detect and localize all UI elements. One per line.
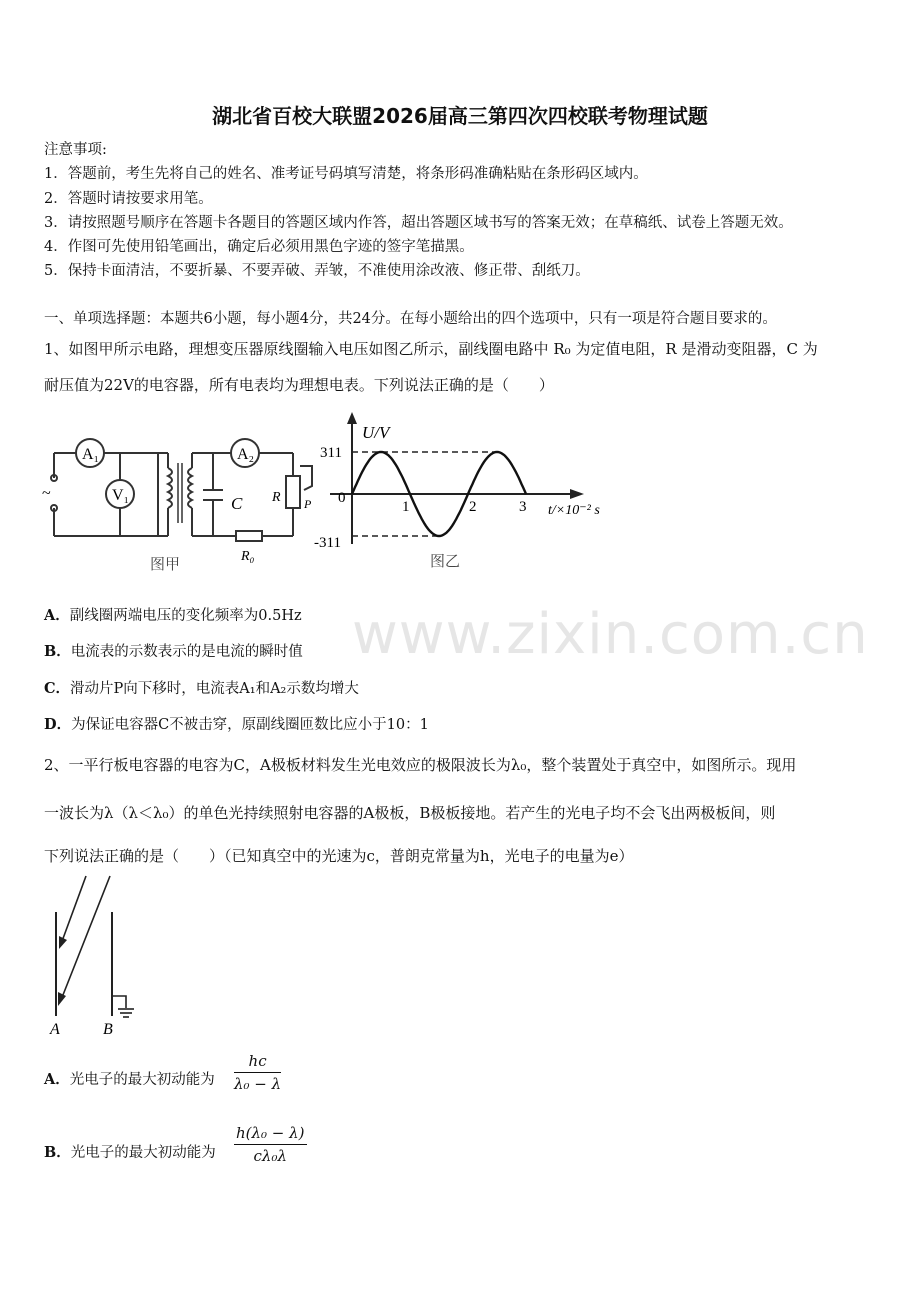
ac-source-icon: ~ <box>42 485 51 502</box>
ammeter-a2-label: A₂ <box>237 446 255 463</box>
question-2-line-2: 一波长为λ（λ＜λ₀）的单色光持续照射电容器的A极板，B极板接地。若产生的光电子均不会飞出两极板间，则 <box>44 804 776 822</box>
r0-label: R₀ <box>241 549 255 564</box>
notice-item: 3．请按照题号顺序在答题卡各题目的答题区域内作答，超出答题区域书写的答案无效；在草稿纸、试卷上答题无效。 <box>44 215 793 231</box>
y-tick-label-311: 311 <box>320 445 342 461</box>
arrow-head-icon <box>58 992 66 1006</box>
capacitor-label: C <box>231 494 243 513</box>
rheostat-label: R <box>272 490 281 505</box>
y-tick-label-neg311: -311 <box>314 535 341 551</box>
x-axis-label: t/×10⁻² s <box>548 503 600 518</box>
voltage-chart <box>300 410 620 555</box>
watermark: www.zixin.com.cn <box>352 602 869 667</box>
notice-item: 1．答题前，考生先将自己的姓名、准考证号码填写清楚，将条形码准确粘贴在条形码区域内。 <box>44 166 648 182</box>
y-axis-label: U/V <box>362 423 390 442</box>
q2-option-b-fraction <box>234 1124 307 1165</box>
x-tick-label-1: 1 <box>402 499 410 515</box>
q1-option-a[interactable]: A．副线圈两端电压的变化频率为0.5Hz <box>44 607 302 624</box>
figure-jia-caption: 图甲 <box>150 555 181 573</box>
capacitor-plates-diagram <box>40 870 150 1040</box>
notice-heading: 注意事项: <box>44 142 107 158</box>
q2-option-a[interactable]: A．光电子的最大初动能为 <box>44 1071 215 1088</box>
origin-label: 0 <box>338 490 346 506</box>
notice-item: 2．答题时请按要求用笔。 <box>44 191 213 207</box>
figure-yi-caption: 图乙 <box>430 552 461 570</box>
fraction-denominator: cλ₀λ <box>253 1147 287 1165</box>
light-ray-icon <box>61 876 86 944</box>
ground-wire <box>112 996 126 1008</box>
fraction-numerator: h(λ₀ − λ) <box>234 1124 307 1145</box>
light-ray-icon <box>61 876 110 1000</box>
notice-item: 5．保持卡面清洁，不要折暴、不要弄破、弄皱，不准使用涂改液、修正带、刮纸刀。 <box>44 263 590 279</box>
voltmeter-v1-label: V₁ <box>112 487 130 504</box>
fraction-denominator: λ₀ − λ <box>234 1075 282 1093</box>
question-1-line-1: 1、如图甲所示电路，理想变压器原线圈输入电压如图乙所示，副线圈电路中 R₀ 为定值电阻，R 是滑动变阻器，C 为 <box>44 340 818 358</box>
ammeter-a1-label: A₁ <box>82 446 100 463</box>
x-tick-label-3: 3 <box>519 499 527 515</box>
q2-option-a-fraction <box>234 1052 281 1093</box>
question-2-line-3: 下列说法正确的是（ ）（已知真空中的光速为c，普朗克常量为h，光电子的电量为e） <box>44 847 634 865</box>
q1-option-c[interactable]: C．滑动片P向下移时，电流表A₁和A₂示数均增大 <box>44 680 359 697</box>
plate-b-label: B <box>103 1021 113 1038</box>
slider-label: P <box>304 497 312 511</box>
section-heading: 一、单项选择题：本题共6小题，每小题4分，共24分。在每小题给出的四个选项中，只有一项是符合题目要求的。 <box>44 311 777 327</box>
notice-item: 4．作图可先使用铅笔画出，确定后必须用黑色字迹的签字笔描黑。 <box>44 239 474 255</box>
q1-option-b[interactable]: B．电流表的示数表示的是电流的瞬时值 <box>44 643 303 660</box>
q2-option-b[interactable]: B．光电子的最大初动能为 <box>44 1144 216 1161</box>
q1-option-d[interactable]: D．为保证电容器C不被击穿，原副线圈匝数比应小于10：1 <box>44 716 429 733</box>
fraction-numerator: hc <box>234 1052 281 1073</box>
question-1-line-2: 耐压值为22V的电容器，所有电表均为理想电表。下列说法正确的是（ ） <box>44 376 554 394</box>
x-tick-label-2: 2 <box>469 499 477 515</box>
circuit-diagram <box>38 428 328 578</box>
plate-a-label: A <box>50 1021 60 1038</box>
question-2-line-1: 2、一平行板电容器的电容为C，A极板材料发生光电效应的极限波长为λ₀，整个装置处于真空中，如图所示。现用 <box>44 756 797 774</box>
page-title: 湖北省百校大联盟2026届高三第四次四校联考物理试题 <box>212 104 708 128</box>
